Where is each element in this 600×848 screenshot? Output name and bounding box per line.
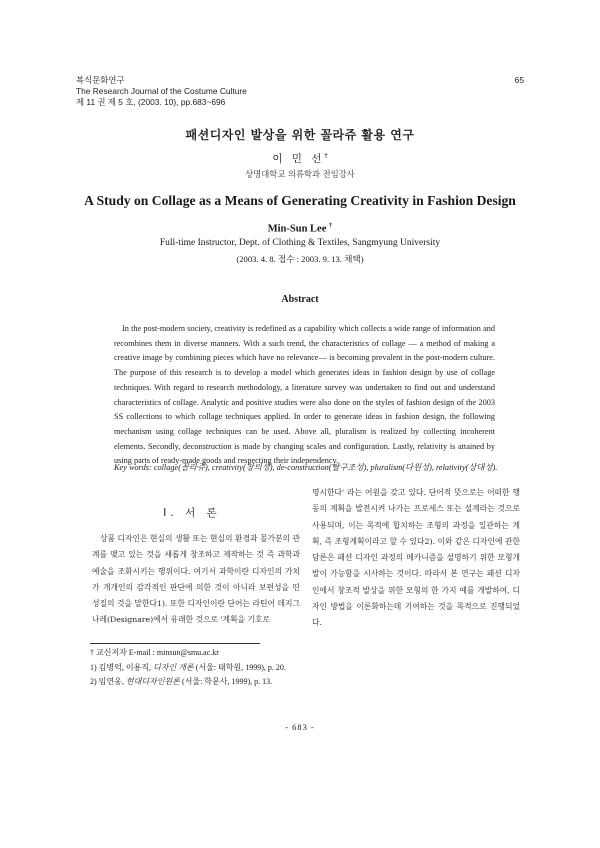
author-english-name: Min-Sun Lee [267, 223, 327, 235]
footnote-2: 2) 임연웅, 현대디자인원론 (서울: 학문사, 1999), p. 13. [90, 677, 273, 686]
footnotes [90, 646, 510, 690]
affiliation-english: Full-time Instructor, Dept. of Clothing & Textiles, Sangmyung University [159, 238, 441, 248]
footnote-1: 1) 김병억, 이용직, 디자인 개론 (서울: 태학원, 1999), p. 20. [90, 662, 286, 672]
body-text-right-column: 명시한다' 라는 어원을 갖고 있다. 단어적 뜻으로는 어떠한 행동의 계획을 발전시켜 나가는 프로세스 또는 설계라는 것으로 사용되며, 이는 목적에 합치하는 조형의 과정을 일관하는 계획, 즉 조형계획이라고 할 수 있다2). 이와 같은 디자인에 관한 담론은 패션 디자인 과정의 메카니즘을 설명하기 위한 모형개발이 가능함을 시사하는 것이다. 따라서 본 연구는 패션 디자인에서 창조적 발상을 위한 모형의 한 가지 예를 개발하여, 디자인 방법을 이론화하는데 기여하는 것을 목적으로 진행되었다. [312, 488, 520, 628]
author-english-mark: † [329, 222, 333, 229]
author-korean-name: 이 민 선 [272, 153, 325, 165]
abstract-body: In the post-modern society, creativity is redefined as a capability which collects a wide range of information and recombines them in diverse manners. With a such trend, the characteristics of collage — a method of making a creative image by combining pieces which have no relevance— is becoming prevalent in the post-modern culture. The purpose of this research is to develop a model which generates ideas in fashion design by use of collage techniques. With regard to research methodology, a literature survey was undertaken to find out and understand characteristics of collage. Analytic and positive studies were also done on the styles of fashion design of the 2003 SS collections to which collage techniques applied. In order to generate ideas in fashion design, the following mechanism using collage techniques can be used. Above all, pluralism is realized by collecting incoherent elements. Secondly, deconstruction is made by changing scales and configuration. Lastly, relativity is attained by using parts of ready-made goods and respecting their independency. [114, 324, 495, 466]
journal-volume-info: 제 11 권 제 5 호, (2003. 10), pp.683~696 [76, 97, 226, 108]
section-heading-introduction: Ⅰ. 서 론 [163, 507, 221, 519]
paper-title-english: A Study on Collage as a Means of Generating Creativity in Fashion Design [84, 193, 516, 208]
affiliation-korean: 상명대학교 의류학과 전임강사 [245, 169, 355, 179]
keywords: Key words: collage(꼴라쥬), creativity(창의성), de-construction(탈구조성), pluralism(다원성), relativity(상대성). [114, 463, 498, 472]
page-footer-number: - 683 - [285, 722, 315, 732]
author-korean-mark: † [324, 151, 328, 160]
paper-title-korean: 패션디자인 발상을 위한 꼴라쥬 활용 연구 [185, 128, 415, 142]
author-english [60, 222, 540, 235]
page-number: 65 [514, 75, 524, 85]
journal-name-en: The Research Journal of the Costume Culture [76, 86, 247, 97]
journal-name-ko: 복식문화연구 [76, 75, 125, 85]
author-korean [60, 151, 540, 166]
abstract-heading: Abstract [281, 294, 319, 305]
footnote-corresponding-author: † 교신저자 E-mail : minsun@smu.ac.kr [90, 648, 219, 657]
received-accepted-dates: (2003. 4. 8. 접수 : 2003. 9. 13. 채택) [236, 254, 364, 264]
footnote-divider [90, 643, 260, 644]
body-text-left-column: 상품 디자인은 현실의 생활 또는 현실의 환경과 몰가분의 관계를 맺고 있는 것을 새롭게 창조하고 제작하는 것 즉 과학과 예술을 조화시키는 행위이다. 여기서 과학이란 디자인의 가치가 개개인의 감각적인 판단에 의한 것이 아니라 보편성을 띤 성질의 것을 말한다1). 또한 디자인이란 단어는 라틴어 데지그나레(Designare)에서 유래한 것으로 '계획을 기호로 [92, 534, 300, 625]
journal-header [76, 75, 376, 109]
